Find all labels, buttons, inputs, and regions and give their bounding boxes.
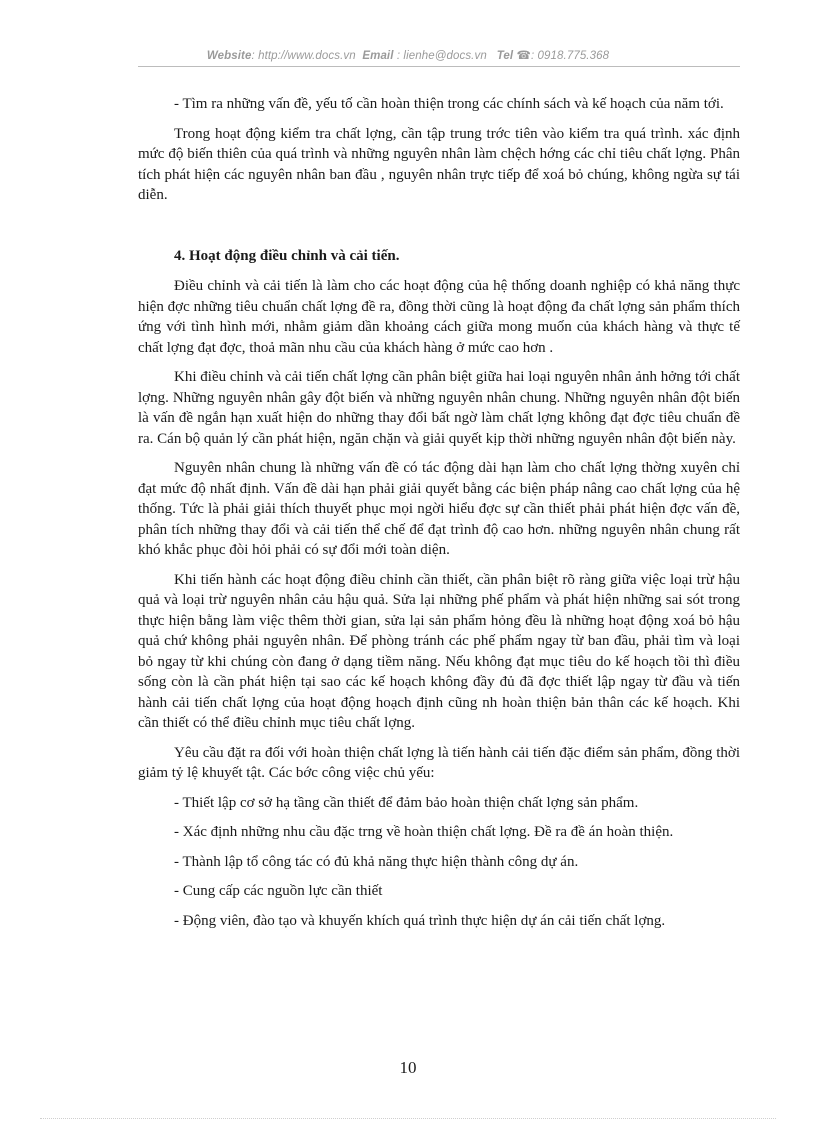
paragraph: Trong hoạt động kiểm tra chất lợng, cần tập trung trớc tiên vào kiểm tra quá trình. xác định mức độ biến thiên của quá trình và những nguyên nhân làm chệch hớng các chỉ tiêu chất lợng. Phân tích phát hiện các nguyên nhân ban đầu , nguyên nhân trực tiếp để xoá bỏ chúng, không ngừa sự tái diễn. [138, 125, 740, 203]
header-tel-value: : 0918.775.368 [530, 50, 610, 62]
page-header [0, 48, 816, 62]
page-number: 10 [399, 1058, 417, 1077]
paragraph: Yêu cầu đặt ra đối với hoàn thiện chất lợng là tiến hành cải tiến đặc điểm sản phẩm, đồng thời giảm tỷ lệ khuyết tật. Các bớc công việc chủ yếu: [138, 744, 740, 781]
header-email-label: Email [362, 50, 394, 62]
list-item: - Thiết lập cơ sở hạ tầng cần thiết để đảm bảo hoàn thiện chất lợng sản phẩm. [174, 794, 639, 811]
list-item: - Xác định những nhu cầu đặc trng về hoàn thiện chất lợng. Đề ra đề án hoàn thiện. [174, 824, 674, 840]
list-item: - Cung cấp các nguồn lực cần thiết [174, 883, 383, 899]
paragraph: - Tìm ra những vấn đề, yếu tố cần hoàn thiện trong các chính sách và kế hoạch của năm tới. [174, 96, 724, 112]
paragraph: Điều chỉnh và cải tiến là làm cho các hoạt động của hệ thống doanh nghiệp có khả năng thực hiện đợc những tiêu chuẩn chất lợng đề ra, đồng thời cũng là hoạt động đa chất lợng sản phẩm thích ứng với tình hình mới, nhằm giảm dần khoảng cách giữa mong muốn của khách hàng và thực tế chất lợng đạt đợc, thoả mãn nhu cầu của khách hàng ở mức cao hơn . [138, 278, 740, 356]
paragraph: Khi tiến hành các hoạt động điều chỉnh cần thiết, cần phân biệt rõ ràng giữa việc loại trừ hậu quả và loại trừ nguyên nhân cảu hậu quả. Sửa lại những phế phẩm và phát hiện những sai sót trong thực hiện bằng làm việc thêm thời gian, sửa lại sản phẩm hỏng đều là những hoạt động xoá bỏ hậu quả chứ không phải nguyên nhân. Để phòng tránh các phế phẩm ngay từ ban đầu, phải tìm và loại bỏ ngay từ khi chúng còn đang ở dạng tiềm năng. Nếu không đạt mục tiêu do kế hoạch tồi thì điều sống còn là cần phát hiện tại sao các kế hoạch không đầy đủ đã đợc thiết lập ngay từ đầu và tiến hành cải tiến chất lợng của hoạt động hoạch định cũng nh hoàn thiện bản thân các kế hoạch. Khi cần thiết có thể điều chỉnh mục tiêu chất lợng. [138, 571, 740, 731]
paragraph: Nguyên nhân chung là những vấn đề có tác động dài hạn làm cho chất lợng thờng xuyên chỉ đạt mức độ nhất định. Vấn đề dài hạn phải giải quyết bằng các biện pháp nâng cao chất lợng của hệ thống. Tức là phải giải thích thuyết phục mọi ngời hiểu đợc sự cần thiết phải phát hiện đợc vấn đề, phân tích những thay đổi và cải tiến thể chế để đạt trình độ cao hơn. những nguyên nhân chung rất khó khắc phục đòi hỏi phải có sự đổi mới toàn diện. [138, 460, 740, 558]
header-website-value: : http://www.docs.vn [251, 50, 356, 62]
list-item: - Thành lập tổ công tác có đủ khả năng thực hiện thành công dự án. [174, 853, 579, 870]
list-item: - Động viên, đào tạo và khuyến khích quá trình thực hiện dự án cải tiến chất lợng. [174, 912, 666, 929]
footer-divider [40, 1118, 776, 1119]
header-divider [138, 66, 740, 67]
document-body [138, 94, 740, 940]
paragraph: Khi điều chỉnh và cải tiến chất lợng cần phân biệt giữa hai loại nguyên nhân ảnh hởng tới chất lợng. Những nguyên nhân gây đột biến và những nguyên nhân chung. Những nguyên nhân đột biến là vấn đề ngắn hạn xuất hiện do những thay đổi bất ngờ làm chất lợng không đạt đợc tiêu chuẩn đề ra. Cán bộ quản lý cần phát hiện, ngăn chặn và giải quyết kịp thời những nguyên nhân đột biến này. [138, 369, 740, 447]
header-website-label: Website [206, 50, 252, 62]
section-heading: 4. Hoạt động điều chỉnh và cải tiến. [174, 247, 400, 264]
header-tel-label: Tel [496, 50, 514, 62]
header-email-value: : lienhe@docs.vn [396, 50, 487, 62]
phone-icon: ☎ [516, 50, 531, 62]
